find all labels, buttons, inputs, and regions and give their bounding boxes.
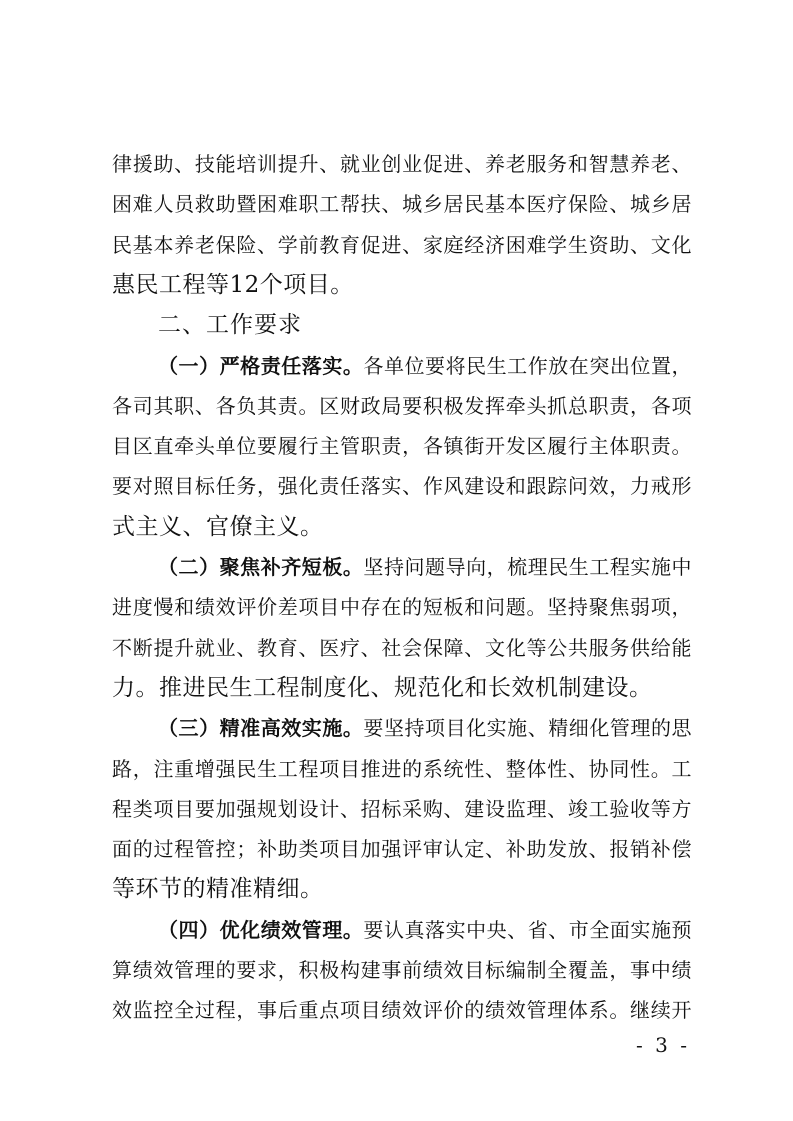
item-line: 目区直牵头单位要履行主管职责，各镇街开发区履行主体职责。: [112, 434, 692, 458]
item-line: 面的过程管控；补助类项目加强评审认定、补助发放、报销补偿: [112, 837, 692, 861]
item-first-line-text: 各单位要将民生工作放在突出位置，: [363, 354, 693, 378]
item-title: 精准高效实施。: [219, 716, 364, 740]
intro-line: 惠民工程等12个项目。: [112, 272, 354, 298]
item-line: 程类项目要加强规划设计、招标采购、建设监理、竣工验收等方: [112, 797, 692, 821]
item-line: 效监控全过程，事后重点项目绩效评价的绩效管理体系。继续开: [112, 998, 692, 1022]
item-line: 要对照目标任务，强化责任落实、作风建设和跟踪问效，力戒形: [112, 474, 692, 498]
item-first-line: [158, 706, 692, 750]
item-first-line: [158, 344, 692, 388]
item-first-line-text: 坚持问题导向，梳理民生工程实施中: [363, 555, 693, 579]
item-line: 路，注重增强民生工程项目推进的系统性、整体性、协同性。工: [112, 757, 692, 781]
item-marker: （四）: [158, 918, 220, 942]
item-line: 进度慢和绩效评价差项目中存在的短板和问题。坚持聚焦弱项，: [112, 595, 692, 619]
item-title: 优化绩效管理。: [219, 918, 364, 942]
item-line: 各司其职、各负其责。区财政局要积极发挥牵头抓总职责，各项: [112, 394, 692, 418]
item-marker: （三）: [158, 716, 220, 740]
item-line: 等环节的精准精细。: [112, 876, 324, 902]
item-marker: （一）: [158, 354, 220, 378]
intro-line: 困难人员救助暨困难职工帮扶、城乡居民基本医疗保险、城乡居: [112, 192, 692, 216]
item-title: 聚焦补齐短板。: [219, 555, 364, 579]
section-heading: 二、工作要求: [158, 312, 302, 338]
intro-line: 律援助、技能培训提升、就业创业促进、养老服务和智慧养老、: [112, 152, 692, 176]
item-line: 式主义、官僚主义。: [112, 514, 324, 540]
item-line: 力。推进民生工程制度化、规范化和长效机制建设。: [112, 675, 653, 701]
item-line: 不断提升就业、教育、医疗、社会保障、文化等公共服务供给能: [112, 636, 692, 660]
item-first-line-text: 要认真落实中央、省、市全面实施预: [363, 918, 693, 942]
item-first-line-text: 要坚持项目化实施、精细化管理的思: [363, 716, 693, 740]
intro-line: 民基本养老保险、学前教育促进、家庭经济困难学生资助、文化: [112, 233, 692, 257]
item-marker: （二）: [158, 555, 220, 579]
page-number: - 3 -: [636, 1033, 690, 1057]
item-title: 严格责任落实。: [219, 354, 364, 378]
item-first-line: [158, 545, 692, 589]
item-first-line: [158, 908, 692, 952]
item-line: 算绩效管理的要求，积极构建事前绩效目标编制全覆盖，事中绩: [112, 958, 692, 982]
